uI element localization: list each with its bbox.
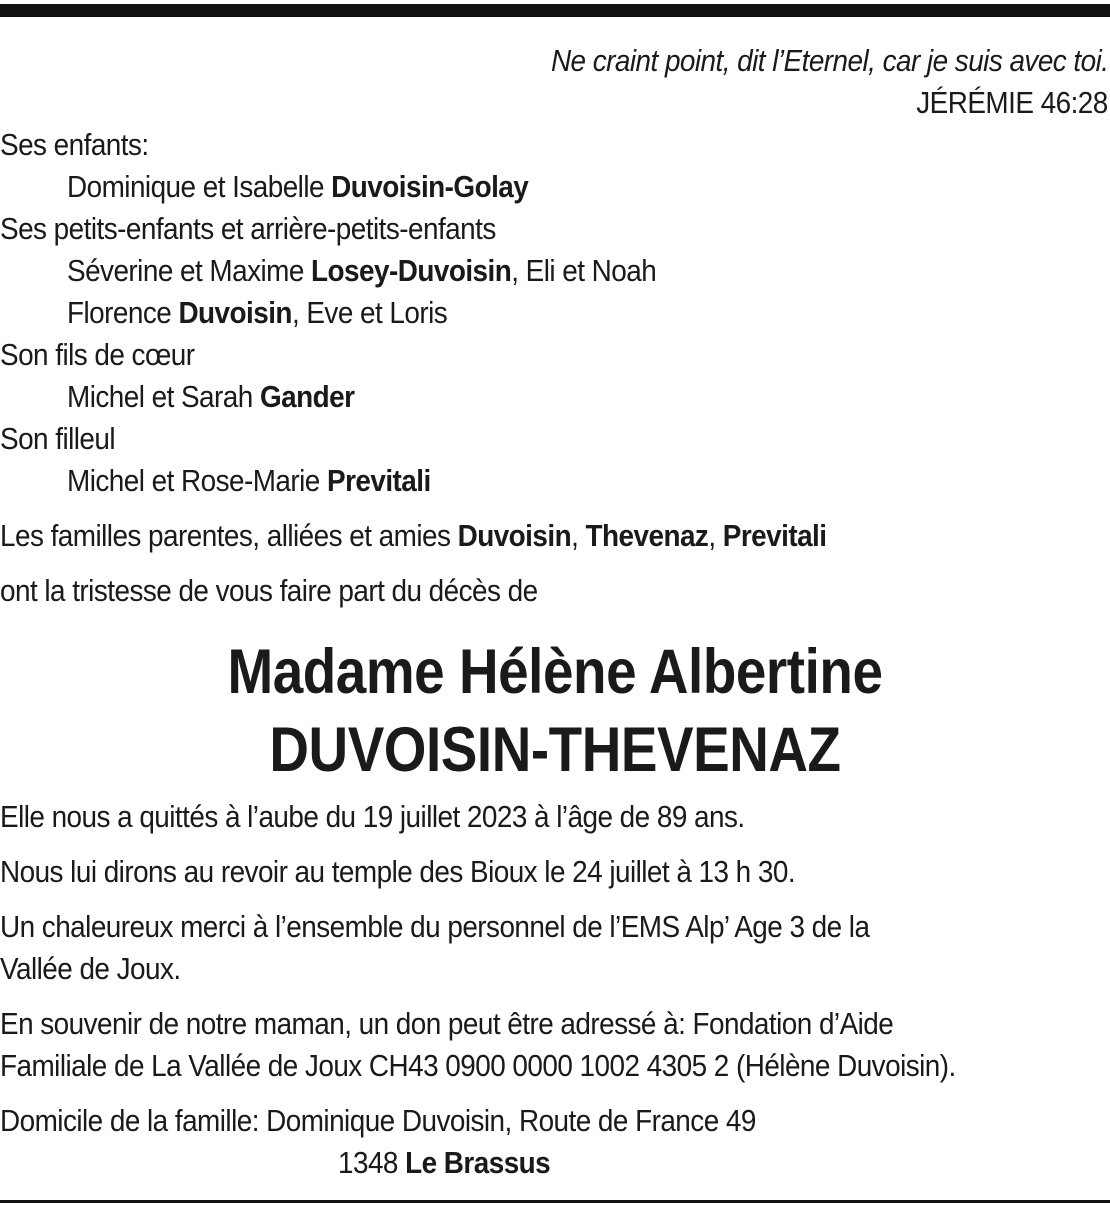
donation-line-2: Familiale de La Vallée de Joux CH43 0900 0000 1002 4305 2 (Hélène Duvoisin). <box>0 1048 956 1083</box>
godson-heading: Son filleul <box>0 421 116 456</box>
thanks-line-1: Un chaleureux merci à l’ensemble du personnel de l’EMS Alp’ Age 3 de la <box>0 909 870 944</box>
deceased-name: Madame Hélène Albertine <box>227 637 883 707</box>
donation-line-1: En souvenir de notre maman, un don peut être adressé à: Fondation d’Aide <box>0 1006 894 1041</box>
children-heading: Ses enfants: <box>0 127 149 162</box>
grandchildren-heading: Ses petits-enfants et arrière-petits-enfants <box>0 211 496 246</box>
heart-son-names: Michel et Sarah Gander <box>67 379 355 414</box>
surname: Previtali <box>327 463 431 498</box>
surname: Duvoisin <box>178 295 292 330</box>
surname: Losey-Duvoisin <box>311 253 512 288</box>
surname: Duvoisin-Golay <box>331 169 529 204</box>
children-names: Dominique et Isabelle Duvoisin-Golay <box>67 169 529 204</box>
announcement: ont la tristesse de vous faire part du décès de <box>0 573 538 608</box>
thanks-line-2: Vallée de Joux. <box>0 951 181 986</box>
family-address: Domicile de la famille: Dominique Duvoisin, Route de France 49 <box>0 1103 756 1138</box>
bible-quote: Ne craint point, dit l’Eternel, car je suis avec toi. <box>550 43 1108 78</box>
bottom-rule <box>0 1200 1110 1203</box>
deceased-surname: DUVOISIN-THEVENAZ <box>269 715 841 785</box>
quote-reference: JÉRÉMIE 46:28 <box>916 85 1108 120</box>
relatives-line: Les familles parentes, alliées et amies Duvoisin, Thevenaz, Previtali <box>0 518 827 553</box>
godson-names: Michel et Rose-Marie Previtali <box>67 463 431 498</box>
grandchildren-line-2: Florence Duvoisin, Eve et Loris <box>67 295 448 330</box>
grandchildren-line-1: Séverine et Maxime Losey-Duvoisin, Eli et Noah <box>67 253 657 288</box>
family-address-city: 1348 Le Brassus <box>338 1145 551 1180</box>
heart-son-heading: Son fils de cœur <box>0 337 195 372</box>
passing-notice: Elle nous a quittés à l’aube du 19 juillet 2023 à l’âge de 89 ans. <box>0 799 745 834</box>
surname: Gander <box>259 379 355 414</box>
farewell-notice: Nous lui dirons au revoir au temple des Bioux le 24 juillet à 13 h 30. <box>0 854 796 889</box>
top-rule <box>0 4 1110 17</box>
